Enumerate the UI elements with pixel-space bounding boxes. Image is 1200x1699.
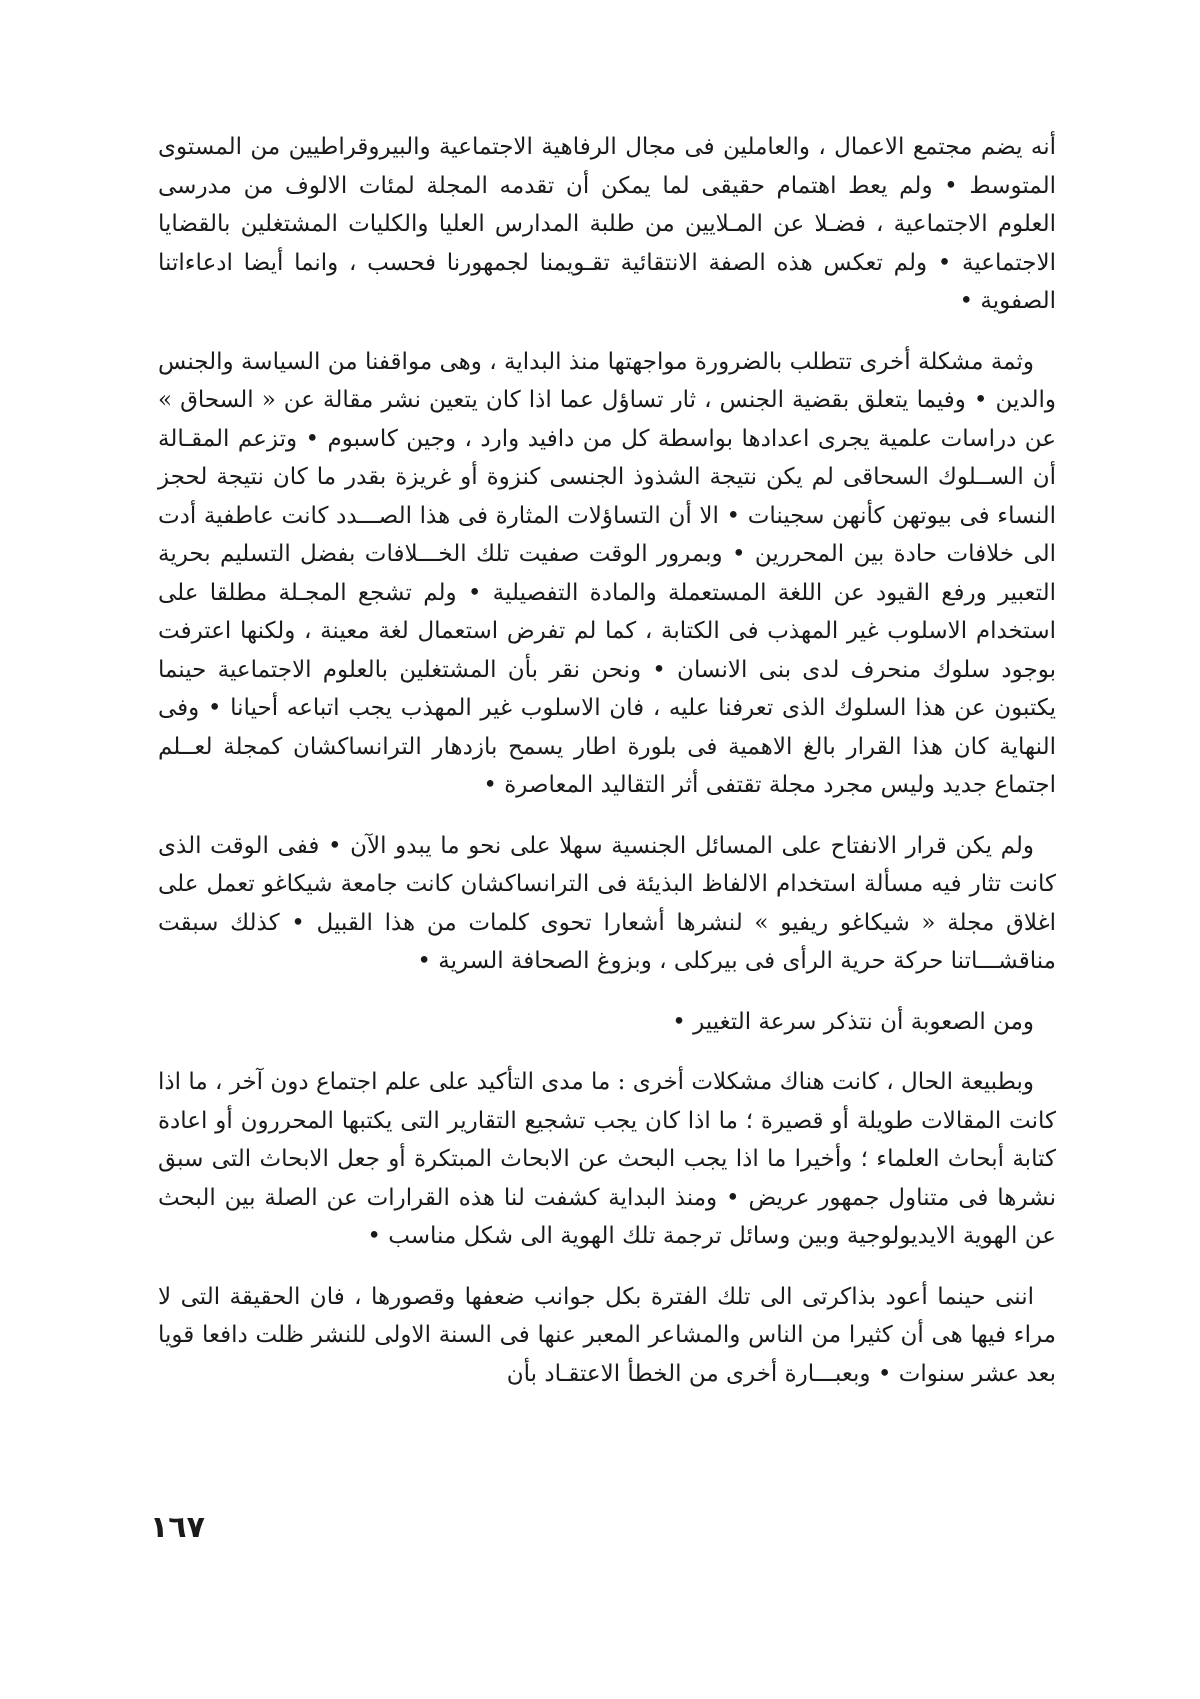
paragraph-4: ومن الصعوبة أن نتذكر سرعة التغيير • <box>672 1008 1034 1035</box>
paragraph-1: أنه يضم مجتمع الاعمال ، والعاملين فى مجال الرفاهية الاجتماعية والبيروقراطيين من المستوى المتوسط • ولم يعط اهتمام حقيقى لما يمكن أن تقدمه المجلة لمئات الالوف من مدرسى العلوم الاجتماعية ، فضـلا عن المـلايين من طلبة المدارس العليا والكليات المشتغلين بالقضايا الاجتماعية • ولم تعكس هذه الصفة الانتقائية تقـويمنا لجمهورنا فحسب ، وانما أيضا ادعاءاتنا الصفوية • <box>158 134 1056 314</box>
paragraph-3: ولم يكن قرار الانفتاح على المسائل الجنسية سهلا على نحو ما يبدو الآن • ففى الوقت الذى كانت تثار فيه مسألة استخدام الالفاظ البذيئة فى الترانساكشان كانت جامعة شيكاغو تعمل على اغلاق مجلة « شيكاغو ريفيو » لنشرها أشعارا تحوى كلمات من هذا القبيل • كذلك سبقت مناقشـــاتنا حركة حرية الرأى فى بيركلى ، وبزوغ الصحافة السرية • <box>158 832 1056 974</box>
paragraph-5: وبطبيعة الحال ، كانت هناك مشكلات أخرى : ما مدى التأكيد على علم اجتماع دون آخر ، ما اذا كانت المقالات طويلة أو قصيرة ؛ ما اذا كان يجب تشجيع التقارير التى يكتبها المحررون أو اعادة كتابة أبحاث العلماء ؛ وأخيرا ما اذا يجب البحث عن الابحاث المبتكرة أو جعل الابحاث التى سبق نشرها فى متناول جمهور عريض • ومنذ البداية كشفت لنا هذه القرارات عن الصلة بين البحث عن الهوية الايديولوجية وبين وسائل ترجمة تلك الهوية الى شكل مناسب • <box>158 1069 1056 1249</box>
paragraph-6: اننى حينما أعود بذاكرتى الى تلك الفترة بكل جوانب ضعفها وقصورها ، فان الحقيقة التى لا مراء فيها هى أن كثيرا من الناس والمشاعر المعبر عنها فى السنة الاولى للنشر ظلت دافعا قويا بعد عشر سنوات • وبعبـــارة أخرى من الخطأ الاعتقـاد بأن <box>158 1283 1056 1387</box>
body-text <box>158 128 1056 1415</box>
paragraph-2: وثمة مشكلة أخرى تتطلب بالضرورة مواجهتها منذ البداية ، وهى مواقفنا من السياسة والجنس والدين • وفيما يتعلق بقضية الجنس ، ثار تساؤل عما اذا كان يتعين نشر مقالة عن « السحاق » عن دراسات علمية يجرى اعدادها بواسطة كل من دافيد وارد ، وجين كاسبوم • وتزعم المقـالة أن الســلوك السحاقى لم يكن نتيجة الشذوذ الجنسى كنزوة أو غريزة بقدر ما كان نتيجة لحجز النساء فى بيوتهن كأنهن سجينات • الا أن التساؤلات المثارة فى هذا الصـــدد كانت عاطفية أدت الى خلافات حادة بين المحررين • وبمرور الوقت صفيت تلك الخـــلافات بفضل التسليم بحرية التعبير ورفع القيود عن اللغة المستعملة والمادة التفصيلية • ولم تشجع المجـلة مطلقا على استخدام الاسلوب غير المهذب فى الكتابة ، كما لم تفرض استعمال لغة معينة ، ولكنها اعترفت بوجود سلوك منحرف لدى بنى الانسان • ونحن نقر بأن المشتغلين بالعلوم الاجتماعية حينما يكتبون عن هذا السلوك الذى تعرفنا عليه ، فان الاسلوب غير المهذب يجب اتباعه أحيانا • وفى النهاية كان هذا القرار بالغ الاهمية فى بلورة اطار يسمح بازدهار الترانساكشان كمجلة لعــلم اجتماع جديد وليس مجرد مجلة تقتفى أثر التقاليد المعاصرة • <box>158 348 1056 798</box>
page-number: ١٦٧ <box>150 1510 205 1545</box>
